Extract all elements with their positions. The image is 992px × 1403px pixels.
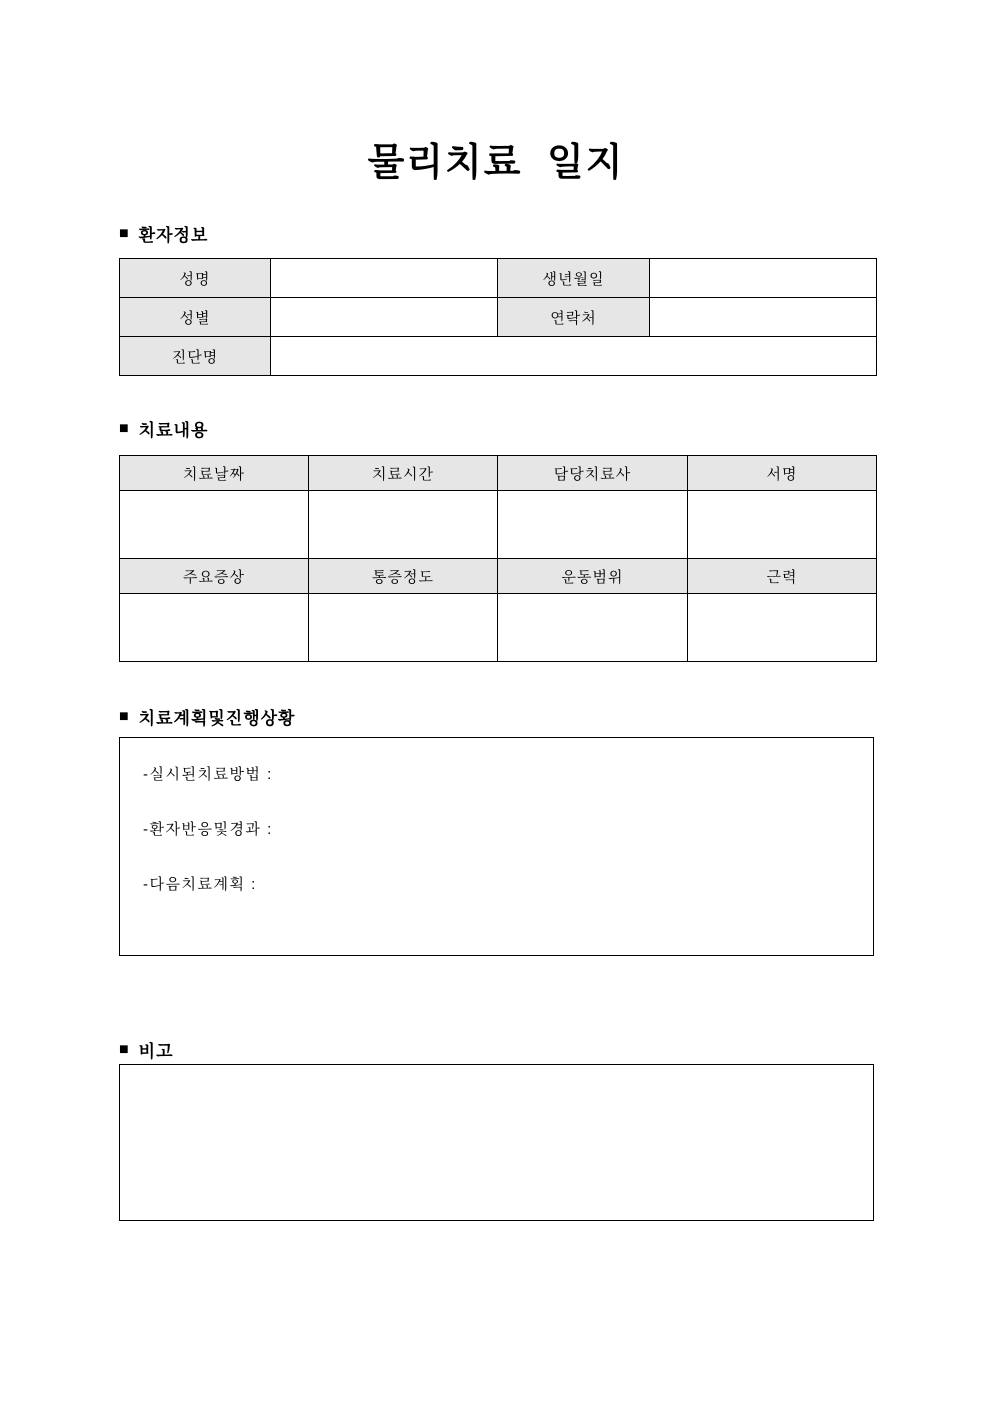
treatment-table (119, 455, 877, 662)
table-row (120, 491, 877, 559)
main-symptoms-value-cell (120, 594, 309, 662)
plan-box (119, 737, 874, 956)
section-bullet-icon: ■ (119, 1040, 130, 1058)
table-row (120, 259, 877, 298)
section-heading-plan (119, 704, 295, 729)
pain-level-header-cell: 통증정도 (309, 559, 498, 594)
diagnosis-value-cell (271, 337, 877, 376)
section-heading-label: 치료내용 (138, 421, 209, 440)
section-heading-treatment (119, 416, 208, 441)
main-symptoms-header-cell: 주요증상 (120, 559, 309, 594)
section-bullet-icon: ■ (119, 224, 130, 242)
section-heading-label: 비고 (138, 1042, 174, 1061)
signature-value-cell (688, 491, 877, 559)
range-of-motion-header-cell: 운동범위 (498, 559, 688, 594)
page-title: 물리치료 일지 (367, 142, 625, 184)
section-heading-label: 환자정보 (138, 226, 209, 245)
diagnosis-label-cell: 진단명 (120, 337, 271, 376)
signature-header-cell: 서명 (688, 456, 877, 491)
birthdate-value-cell (650, 259, 877, 298)
table-header-row (120, 559, 877, 594)
treatment-time-header-cell: 치료시간 (309, 456, 498, 491)
plan-line-treatment-method: -실시된치료방법 : (143, 766, 273, 783)
table-row (120, 298, 877, 337)
pain-level-value-cell (309, 594, 498, 662)
treatment-date-value-cell (120, 491, 309, 559)
table-header-row (120, 456, 877, 491)
name-label-cell: 성명 (120, 259, 271, 298)
section-heading-remarks (119, 1037, 174, 1062)
treatment-date-header-cell: 치료날짜 (120, 456, 309, 491)
gender-label-cell: 성별 (120, 298, 271, 337)
patient-info-table (119, 258, 877, 376)
table-row (120, 337, 877, 376)
muscle-strength-header-cell: 근력 (688, 559, 877, 594)
contact-value-cell (650, 298, 877, 337)
plan-line-next-plan: -다음치료계획 : (143, 876, 257, 893)
birthdate-label-cell: 생년월일 (498, 259, 650, 298)
name-value-cell (271, 259, 498, 298)
therapist-header-cell: 담당치료사 (498, 456, 688, 491)
treatment-time-value-cell (309, 491, 498, 559)
gender-value-cell (271, 298, 498, 337)
contact-label-cell: 연락처 (498, 298, 650, 337)
range-of-motion-value-cell (498, 594, 688, 662)
table-row (120, 594, 877, 662)
therapist-value-cell (498, 491, 688, 559)
section-heading-label: 치료계획및진행상황 (138, 709, 296, 728)
muscle-strength-value-cell (688, 594, 877, 662)
section-bullet-icon: ■ (119, 707, 130, 725)
remarks-box (119, 1064, 874, 1221)
section-heading-patient-info (119, 221, 208, 246)
plan-line-patient-response: -환자반응및경과 : (143, 821, 273, 838)
section-bullet-icon: ■ (119, 419, 130, 437)
